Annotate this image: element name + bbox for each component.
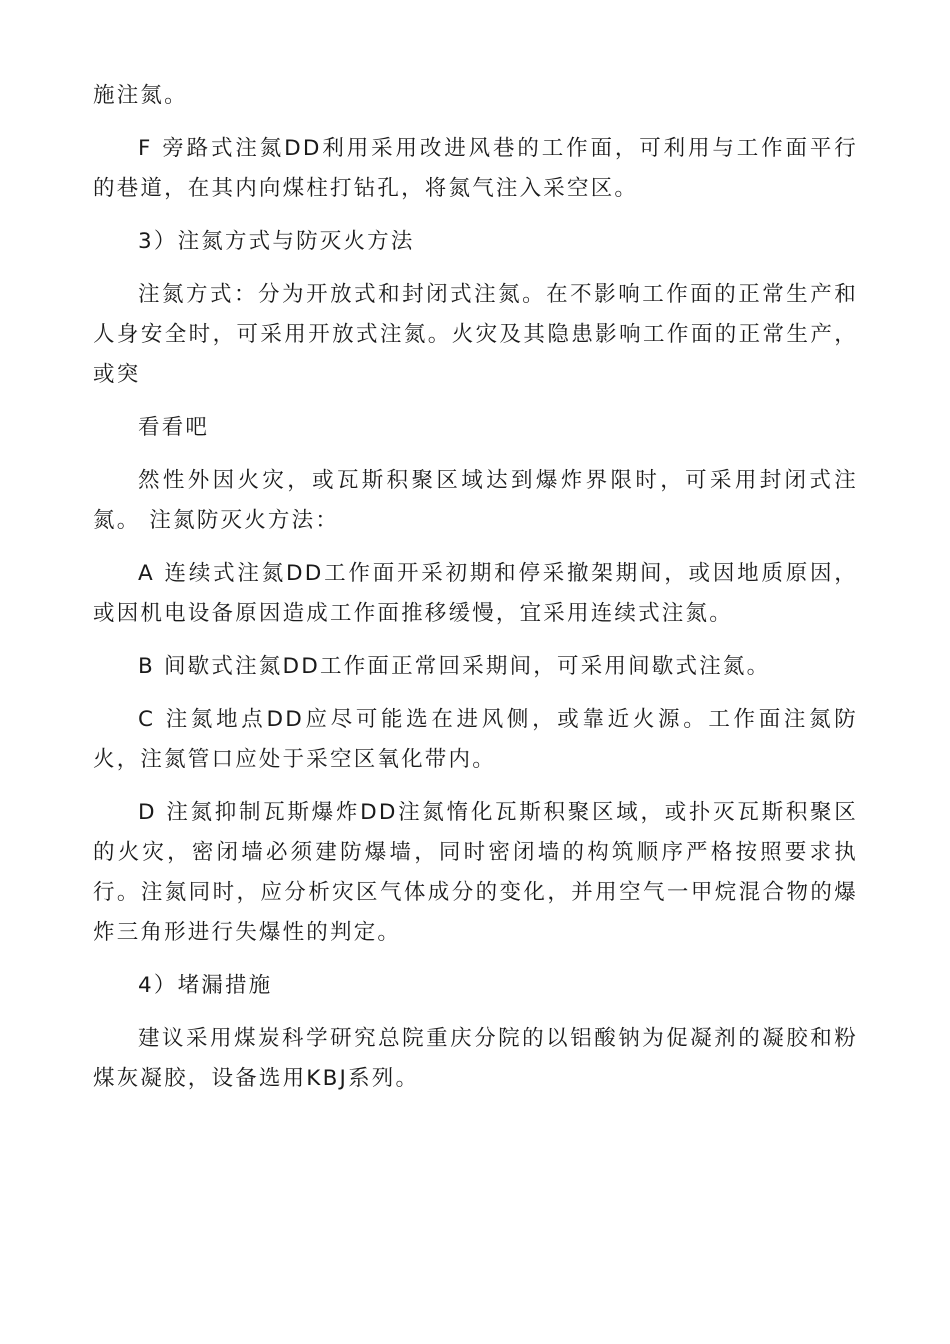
section-heading-4: 4）堵漏措施 bbox=[138, 973, 273, 998]
paragraph-12: 建议采用煤炭科学研究总院重庆分院的以铝酸钠为促凝剂的凝胶和粉煤灰凝胶，设备选用KBJ系列。 bbox=[93, 1026, 858, 1091]
paragraph-1: 施注氮。 bbox=[93, 83, 188, 108]
paragraph-5: 看看吧 bbox=[138, 415, 210, 440]
paragraph-6: 然性外因火灾，或瓦斯积聚区域达到爆炸界限时，可采用封闭式注氮。 注氮防灭火方法： bbox=[93, 468, 858, 533]
paragraph-9: C 注氮地点DD应尽可能选在进风侧，或靠近火源。工作面注氮防火，注氮管口应处于采空区氧化带内。 bbox=[93, 707, 858, 772]
paragraph-7: A 连续式注氮DD工作面开采初期和停采撤架期间，或因地质原因，或因机电设备原因造成工作面推移缓慢，宜采用连续式注氮。 bbox=[93, 561, 858, 626]
document-body bbox=[93, 76, 858, 1112]
paragraph-2: F 旁路式注氮DD利用采用改进风巷的工作面，可利用与工作面平行的巷道，在其内向煤柱打钻孔，将氮气注入采空区。 bbox=[93, 136, 858, 201]
paragraph-8: B 间歇式注氮DD工作面正常回采期间，可采用间歇式注氮。 bbox=[138, 654, 771, 679]
section-heading-3: 3）注氮方式与防灭火方法 bbox=[138, 229, 415, 254]
paragraph-4: 注氮方式：分为开放式和封闭式注氮。在不影响工作面的正常生产和人身安全时，可采用开放式注氮。火灾及其隐患影响工作面的正常生产，或突 bbox=[93, 282, 858, 387]
paragraph-10: D 注氮抑制瓦斯爆炸DD注氮惰化瓦斯积聚区域，或扑灭瓦斯积聚区的火灾，密闭墙必须建防爆墙，同时密闭墙的构筑顺序严格按照要求执行。注氮同时，应分析灾区气体成分的变化，并用空气一甲烷混合物的爆炸三角形进行失爆性的判定。 bbox=[93, 800, 858, 945]
